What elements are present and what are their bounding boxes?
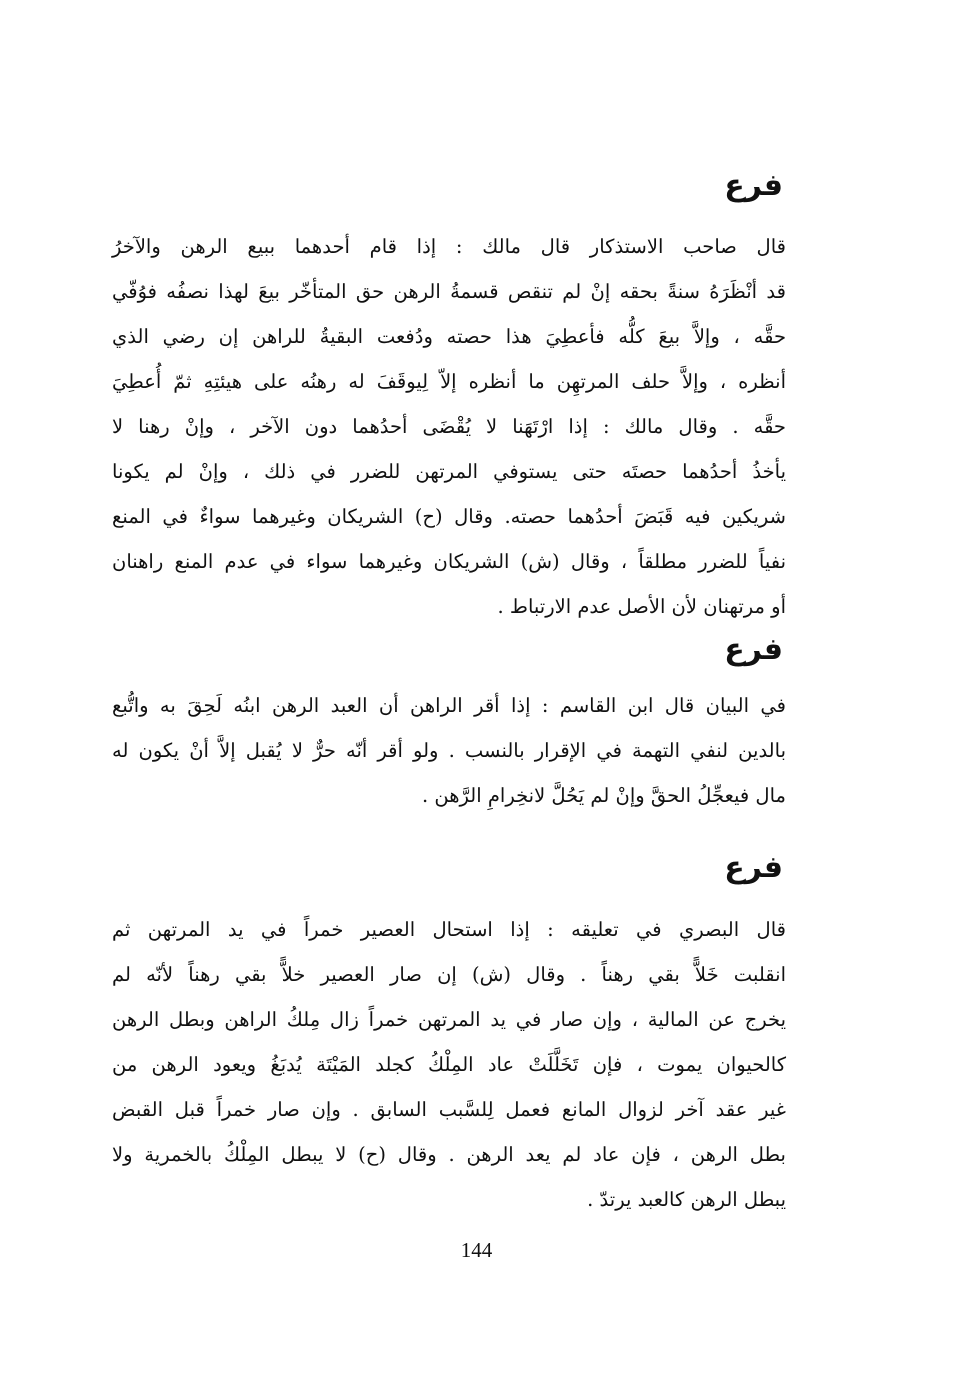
section-paragraph — [112, 683, 786, 818]
text-line: شريكين فيه قَبَضَ أحدُهما حصته. وقال (ح) الشريكان وغيرهما سواءٌ في المنع — [112, 505, 786, 528]
text-line: انقلبت خَلاًّ بقي رهناً . وقال (ش) إن صار العصير خلاًّ بقي رهناً لأنّه لم — [112, 963, 786, 986]
text-line: يخرج عن المالية ، وإن صار في يد المرتهن خمراً زال مِلكُ الراهن وبطل الرهن — [112, 1008, 786, 1031]
text-line: حقَّه ، وإلاَّ بيعَ كلُّه فأعطِيَ هذا حصته ودُفعت البقيةُ للراهن إن رضي الذي — [112, 325, 786, 348]
text-line: بالدين لنفي التهمة في الإقرار بالنسب . ولو أقر أنّه حرٌّ لا يُقبل إلاَّ أنْ يكون له — [112, 739, 786, 762]
text-line: قال البصري في تعليقه : إذا استحال العصير خمراً في يد المرتهن ثم — [112, 918, 786, 941]
text-line: قال صاحب الاستذكار قال مالك : إذا قام أحدهما ببيع الرهن والآخرُ — [112, 235, 786, 258]
text-line: بطل الرهن ، فإن عاد لم يعد الرهن . وقال (ح) لا يبطل المِلْكُ بالخمرية ولا — [112, 1143, 786, 1166]
text-line: قد أنْظَرَهُ سنةً بحقه إنْ لم تنقص قسمةُ الرهن حق المتأخّر بيعَ لهذا نصفُه فوُفّي — [112, 280, 786, 303]
section-heading: فرع — [724, 168, 783, 203]
text-line: في البيان قال ابن القاسم : إذا أقر الراهن أن العبد الرهن ابنُه لَحِقَ به واتُّبع — [112, 694, 786, 717]
text-line: كالحيوان يموت ، فإن تَخَلَّلَتْ عاد المِلْكُ كجلد المَيْتَة يُدبَغُ ويعود الرهن من — [112, 1053, 786, 1076]
section-heading: فرع — [724, 632, 783, 667]
page-number: 144 — [460, 1238, 493, 1262]
section-paragraph — [112, 907, 786, 1222]
text-line: يأخذُ أحدُهما حصتَه حتى يستوفي المرتهن للضرر في ذلك ، وإنْ لم يكونا — [112, 460, 786, 483]
text-line: يبطل الرهن كالعبد يرتدّ . — [587, 1188, 786, 1211]
section-paragraph — [112, 224, 786, 629]
text-line: أنظره ، وإلاَّ حلف المرتهِن ما أنظره إلاّ لِيوقَفَ له رهنُه على هيئتِهِ ثمّ أُعطِيَ — [112, 370, 786, 393]
text-line: نفياً للضرر مطلقاً ، وقال (ش) الشريكان وغيرهما سواء في عدم المنع راهنان — [112, 550, 786, 573]
text-line: أو مرتهنان لأن الأصل عدم الارتباط . — [497, 595, 786, 618]
text-line: حقَّه . وقال مالك : إذا ارْتَهَنا لا يُقْضَى أحدُهما دون الآخر ، وإنْ رهنا لا — [112, 415, 786, 438]
text-line: مال فيعجِّلُ الحقَّ وإنْ لم يَحُلَّ لانخِرامِ الرَّهن . — [421, 784, 786, 807]
text-line: غير عقد آخر لزوال المانع فعمل لِلسَّبب السابق . وإن صار خمراً قبل القبض — [112, 1098, 786, 1121]
section-heading: فرع — [724, 850, 783, 885]
